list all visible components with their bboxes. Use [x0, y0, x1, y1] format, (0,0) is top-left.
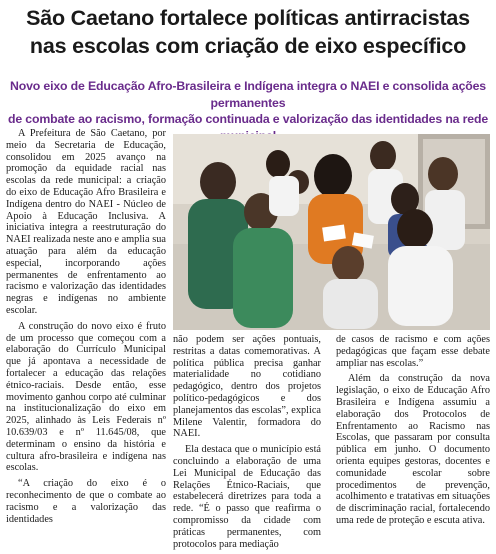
subhead-line-2: de combate ao racismo, formação continuada e valorização das identidades na rede: [7, 112, 489, 126]
headline-line-2: nas escolas com criação de eixo específico: [29, 34, 467, 58]
paragraph: A construção do novo eixo é fruto de um processo que começou com a elaboração do Currículo Municipal que já apontava a necessidade de fortalecer a educação das relações étnico-raciais. Desde então, esse movimento ganhou corpo até culminar na institucionalização do eixo em 2025, alinhado às Leis Federais nº 10.639/03 e nº 11.645/08, que determinam o ensino da história e cultura afro-brasileira e indígena nas escolas.: [6, 320, 166, 474]
headline-line-1: São Caetano fortalece políticas antirracistas: [26, 6, 470, 30]
classroom-photo-illustration: [173, 134, 490, 330]
paragraph: Ela destaca que o município está concluindo a elaboração de uma Lei Municipal de Educação das Relações Étnico-Raciais, que estabelecerá diretrizes para toda a rede. “É o passo que reafirma o compromisso da cidade com práticas permanentes, com protocolos para mediação: [173, 444, 321, 550]
paragraph: de casos de racismo e com ações pedagógicas que façam esse debate ampliar nas escolas.”: [336, 334, 490, 369]
article-column-3: [336, 334, 490, 531]
paragraph: “A criação do eixo é o reconhecimento de que o combate ao racismo e a valorização das identidades: [6, 478, 166, 525]
paragraph: A Prefeitura de São Caetano, por meio da Secretaria de Educação, consolidou em 2025 avanço na promoção da equidade racial nas escolas da rede municipal: a criação do eixo de Educação Afro Brasileira e Indígena dentro do NAEI - Núcleo de Apoio à Educação Inclusiva. A iniciativa integra a reestruturação do NAEI realizada neste ano e amplia sua atuação para além da educação especial, incorporando ações permanentes de enfrentamento ao racismo e valorização das identidades negras e indígenas no ambiente escolar.: [6, 128, 166, 316]
article-column-2: [173, 334, 321, 554]
article-photo: [173, 134, 490, 330]
paragraph: Além da construção da nova legislação, o eixo de Educação Afro Brasileira e Indígena assumiu a elaboração dos Protocolos de Enfrentamento ao Racismo nas Escolas, que passaram por consulta pública em junho. O documento orienta equipes gestoras, docentes e comunidade escolar sobre procedimentos de prevenção, acolhimento e tratativas em situações de discriminação racial, fortalecendo uma rede de proteção e escuta ativa.: [336, 373, 490, 526]
subhead-line-1: Novo eixo de Educação Afro-Brasileira e Indígena integra o NAEI e consolida ações permanentes: [10, 79, 486, 110]
paragraph: não podem ser ações pontuais, restritas a datas comemorativas. A política pública precisa ganhar materialidade no cotidiano pedagógico, dentro dos projetos político-pedagógicos e dos planejamentos das escolas”, explica Milene Valentir, formadora do NAEI.: [173, 334, 321, 440]
headline: [0, 4, 496, 60]
article-column-1: [6, 128, 166, 529]
